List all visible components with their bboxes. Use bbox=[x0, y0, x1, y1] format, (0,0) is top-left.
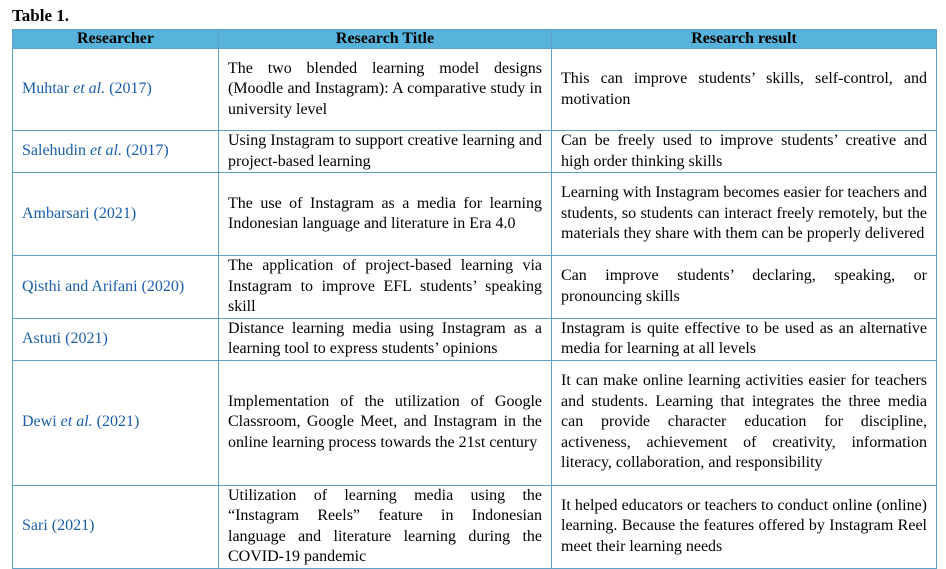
research-title-cell: The use of Instagram as a media for learning Indonesian language and literature in Era 4.0 bbox=[219, 173, 552, 256]
et-al: et al. bbox=[90, 142, 122, 160]
citation-year: (2021) bbox=[93, 204, 137, 222]
researcher-cell[interactable] bbox=[13, 49, 219, 131]
et-al: et al. bbox=[60, 413, 93, 431]
author-name: Qisthi and Arifani bbox=[22, 277, 138, 295]
table-row bbox=[13, 256, 937, 319]
table-row bbox=[13, 49, 937, 131]
research-result-cell: Can be freely used to improve students’ creative and high order thinking skills bbox=[552, 131, 937, 173]
author-name: Ambarsari bbox=[22, 204, 90, 222]
table-row bbox=[13, 318, 937, 360]
research-table bbox=[12, 29, 937, 569]
researcher-cell[interactable] bbox=[13, 318, 219, 360]
table-row bbox=[13, 173, 937, 256]
table-row bbox=[13, 360, 937, 485]
research-result-cell: Learning with Instagram becomes easier for teachers and students, so students can interact freely remotely, but the materials they share with them can be properly delivered bbox=[552, 173, 937, 256]
research-result-cell: It helped educators or teachers to conduct online (online) learning. Because the features offered by Instagram Reel meet their learning needs bbox=[552, 485, 937, 568]
researcher-cell[interactable] bbox=[13, 256, 219, 319]
author-name: Sari bbox=[22, 517, 48, 535]
researcher-cell[interactable] bbox=[13, 131, 219, 173]
researcher-cell[interactable] bbox=[13, 485, 219, 568]
citation-year: (2021) bbox=[96, 413, 140, 431]
research-title-cell: The two blended learning model designs (Moodle and Instagram): A comparative study in university level bbox=[219, 49, 552, 131]
citation-year: (2020) bbox=[141, 277, 185, 295]
research-result-cell: Instagram is quite effective to be used as an alternative media for learning at all levels bbox=[552, 318, 937, 360]
citation-year: (2021) bbox=[51, 517, 95, 535]
author-name: Muhtar bbox=[22, 80, 70, 98]
research-result-cell: It can make online learning activities easier for teachers and students. Learning that integrates the three media can provide character education for discipline, activeness, achievement of creativity, information literacy, collaboration, and responsibility bbox=[552, 360, 937, 485]
citation-year: (2017) bbox=[126, 142, 169, 160]
researcher-cell[interactable] bbox=[13, 360, 219, 485]
table-row bbox=[13, 485, 937, 568]
research-result-cell: This can improve students’ skills, self-control, and motivation bbox=[552, 49, 937, 131]
table-header-row bbox=[13, 30, 937, 49]
research-title-cell: The application of project-based learning via Instagram to improve EFL students’ speaking skill bbox=[219, 256, 552, 319]
author-name: Astuti bbox=[22, 329, 62, 347]
research-title-cell: Using Instagram to support creative learning and project-based learning bbox=[219, 131, 552, 173]
citation-year: (2021) bbox=[65, 329, 108, 347]
research-result-cell: Can improve students’ declaring, speaking, or pronouncing skills bbox=[552, 256, 937, 319]
header-research-result: Research result bbox=[552, 30, 937, 49]
research-title-cell: Utilization of learning media using the “Instagram Reels” feature in Indonesian language and literature learning during the COVID-19 pandemic bbox=[219, 485, 552, 568]
research-title-cell: Distance learning media using Instagram as a learning tool to express students’ opinions bbox=[219, 318, 552, 360]
author-name: Salehudin bbox=[22, 142, 86, 160]
researcher-cell[interactable] bbox=[13, 173, 219, 256]
table-caption: Table 1. bbox=[12, 6, 70, 25]
header-research-title: Research Title bbox=[219, 30, 552, 49]
author-name: Dewi bbox=[22, 413, 57, 431]
header-researcher: Researcher bbox=[13, 30, 219, 49]
table-row bbox=[13, 131, 937, 173]
et-al: et al. bbox=[73, 80, 106, 98]
citation-year: (2017) bbox=[109, 80, 152, 98]
research-title-cell: Implementation of the utilization of Google Classroom, Google Meet, and Instagram in the online learning process towards the 21st century bbox=[219, 360, 552, 485]
